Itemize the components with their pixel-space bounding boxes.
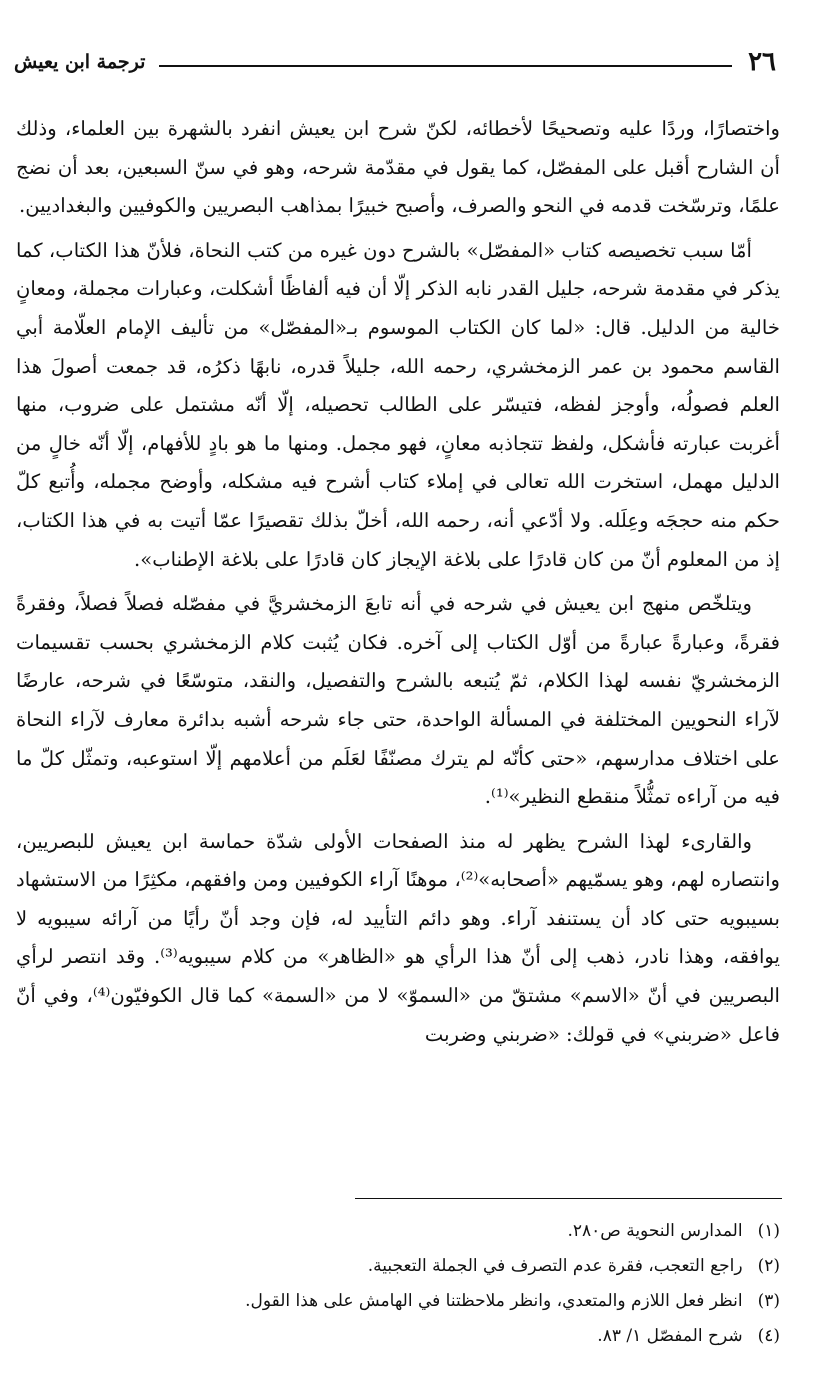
footnote xyxy=(16,1319,780,1354)
footnote-number: (٤) xyxy=(757,1326,780,1346)
page-header xyxy=(14,44,776,80)
paragraph: واختصارًا، وردًا عليه وتصحيحًا لأخطائه، لكنّ شرح ابن يعيش انفرد بالشهرة بين العلماء، وذلك أن الشارح أقبل على المفصّل، كما يقول في مقدّمة شرحه، وهو في سنّ السبعين، بعد أن نضج علمًا، وترسّخت قدمه في النحو والصرف، وأصبح خبيرًا بمذاهب البصريين والكوفيين والبغداديين. xyxy=(16,117,780,218)
footnote-text: شرح المفصّل ١/ ٨٣. xyxy=(597,1326,743,1346)
paragraph: ويتلخّص منهج ابن يعيش في شرحه في أنه تابعَ الزمخشريَّ في مفصّله فصلاً فصلاً، وفقرةً فقرةً، وعبارةً عبارةً من أوّل الكتاب إلى آخره. فكان يُثبت كلام الزمخشري بحسب تقسيمات الزمخشريّ نفسه لهذا الكلام، ثمّ يُتبعه بالشرح والتفصيل، والنقد، متوسّعًا في شرحه، عارضًا لآراء النحويين المختلفة في المسألة الواحدة، حتى جاء شرحه أشبه بدائرة معارف لآراء النحاة على اختلاف مدارسهم، «حتى كأنّه لم يترك مصنّفًا لعَلَم من أعلامهم إلّا استوعبه، وتمثّل كلّ ما فيه من آراءه تمثُّلاً منقطع النظير»⁽¹⁾. xyxy=(16,592,780,809)
running-title: ترجمة ابن يعيش xyxy=(14,51,146,73)
footnote-text: راجع التعجب، فقرة عدم التصرف في الجملة التعجبية. xyxy=(367,1256,743,1276)
footnote-number: (٢) xyxy=(757,1256,780,1276)
header-rule xyxy=(159,65,732,67)
footnotes xyxy=(16,1214,780,1354)
footnote-text: المدارس النحوية ص٢٨٠. xyxy=(567,1221,743,1241)
footnote-separator xyxy=(355,1198,782,1199)
footnote-text: انظر فعل اللازم والمتعدي، وانظر ملاحظتنا في الهامش على هذا القول. xyxy=(245,1291,743,1311)
footnote xyxy=(16,1249,780,1284)
paragraph: أمّا سبب تخصيصه كتاب «المفصّل» بالشرح دون غيره من كتب النحاة، فلأنّ هذا الكتاب، كما يذكر في مقدمة شرحه، جليل القدر نابه الذكر إلّا أن فيه ألفاظًا أشكلت، وعبارات مجملة، ومعانٍ خالية من الدليل. قال: «لما كان الكتاب الموسوم بـ«المفصّل» من تأليف الإمام العلّامة أبي القاسم محمود بن عمر الزمخشري، رحمه الله، جليلاً قدره، نابهًا ذكرُه، قد جمعت أصولَ هذا العلم فصولُه، وأوجز لفظه، فتيسّر على الطالب تحصيله، إلّا أنّه مشتمل على ضروب، منها أغربت عبارته فأشكل، ولفظ تتجاذبه معانٍ، فهو مجمل. ومنها ما هو بادٍ للأفهام، إلّا أنّه خالٍ من الدليل مهمل، استخرت الله تعالى في إملاء كتاب أشرح فيه مشكله، وأوضح مجمله، وأُتبع كلّ حكم منه حججَه وعِلَله. ولا أدّعي أنه، رحمه الله، أخلّ بذلك تقصيرًا عمّا أتيت به في هذا الكتاب، إذ من المعلوم أنّ من كان قادرًا على بلاغة الإيجاز كان قادرًا على بلاغة الإطناب». xyxy=(16,238,780,571)
paragraph: والقارىء لهذا الشرح يظهر له منذ الصفحات الأولى شدّة حماسة ابن يعيش للبصريين، وانتصاره لهم، وهو يسمّيهم «أصحابه»⁽²⁾، موهنًا آراء الكوفيين ومن وافقهم، مكثِرًا من الاستشهاد بسيبويه حتى كاد أن يستنفد آراء. وهو دائم التأييد له، فإن وجد أنّ رأيًا من آرائه سيبويه لا يوافقه، وهذا نادر، ذهب إلى أنّ هذا الرأي هو «الظاهر» من كلام سيبويه⁽³⁾. وقد انتصر لرأي البصريين في أنّ «الاسم» مشتقّ من «السموّ» لا من «السمة» كما قال الكوفيّون⁽⁴⁾، وفي أنّ فاعل «ضربني» في قولك: «ضربني وضربت xyxy=(16,829,780,1046)
footnote-number: (١) xyxy=(757,1221,780,1241)
page-number: ٢٦ xyxy=(748,47,776,77)
footnote xyxy=(16,1284,780,1319)
footnote xyxy=(16,1214,780,1249)
page-body xyxy=(16,110,780,1060)
footnote-number: (٣) xyxy=(757,1291,780,1311)
